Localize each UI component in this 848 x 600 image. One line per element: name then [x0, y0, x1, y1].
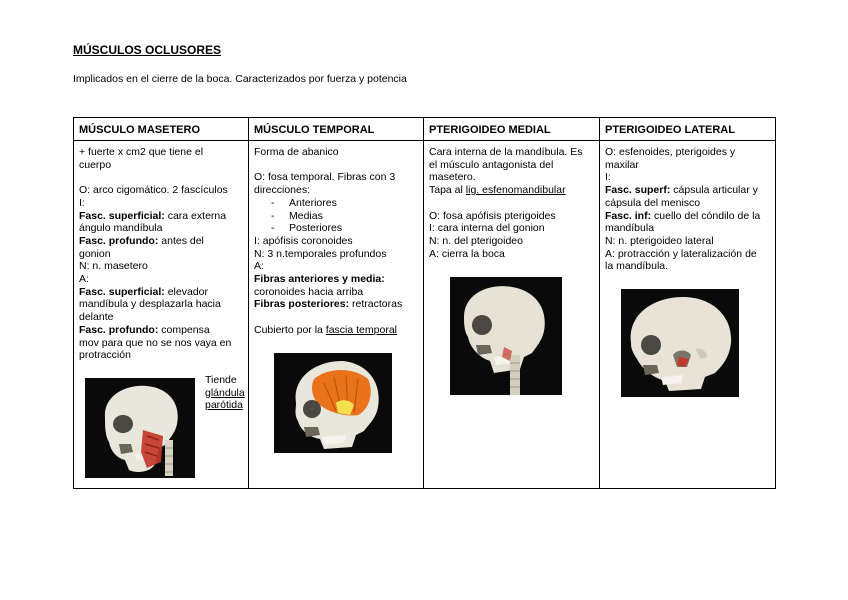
masetero-side-text: parótida — [205, 399, 243, 412]
pmedial-text: masetero. — [429, 171, 476, 184]
plateral-text: la mandíbula. — [605, 260, 669, 273]
label-fasc-superficial: Fasc. superficial: — [79, 209, 165, 222]
header-masetero: MÚSCULO MASETERO — [74, 118, 249, 141]
plateral-insertion: I: — [605, 171, 611, 184]
pmedial-text: el músculo antagonista del — [429, 158, 554, 171]
temporal-dir-text: Medias — [289, 209, 323, 222]
plateral-text: cuello del cóndilo de la — [651, 209, 761, 222]
temporal-dir-text: Posteriores — [289, 222, 343, 235]
label-fasc-profundo: Fasc. profundo: — [79, 234, 159, 247]
masetero-text: gonion — [79, 247, 111, 260]
bullet-dash: - — [271, 209, 275, 222]
header-pterigoideo-lateral: PTERIGOIDEO LATERAL — [600, 118, 776, 141]
temporal-insertion: I: apófisis coronoides — [254, 234, 353, 247]
lig-esfenomandibular-link: lig. esfenomandibular — [465, 184, 566, 197]
temporal-text: coronoides hacia arriba — [254, 285, 364, 298]
plateral-origin: O: esfenoides, pterigoides y — [605, 146, 736, 158]
temporal-nerve: N: 3 n.temporales profundos — [254, 247, 387, 260]
label-fibras-posteriores: Fibras posteriores: — [254, 298, 350, 311]
label-fasc-superficial: Fasc. superficial: — [79, 285, 165, 298]
masetero-text: cara externa — [164, 209, 227, 222]
temporal-text: direcciones: — [254, 184, 311, 197]
temporal-skull-image — [274, 353, 392, 453]
table-content-row — [74, 141, 776, 489]
plateral-action: A: protracción y lateralización de — [605, 247, 757, 260]
masetero-text: protracción — [79, 349, 131, 362]
plateral-nerve: N: n. pterigoideo lateral — [605, 234, 714, 247]
cell-pterigoideo-lateral — [600, 141, 776, 489]
page-title: MÚSCULOS OCLUSORES — [73, 43, 222, 57]
masetero-insertion: I: — [79, 196, 85, 209]
header-temporal: MÚSCULO TEMPORAL — [249, 118, 424, 141]
masetero-text: cuerpo — [79, 158, 112, 171]
temporal-dir-text: Anteriores — [289, 196, 337, 209]
pmedial-action: A: cierra la boca — [429, 247, 505, 260]
muscles-table — [73, 117, 776, 489]
pmedial-origin: O: fosa apófisis pterigoides — [429, 209, 556, 222]
pmedial-nerve: N: n. del pterigoideo — [429, 234, 523, 247]
intro-text: Implicados en el cierre de la boca. Caracterizados por fuerza y potencia — [73, 73, 407, 85]
bullet-dash: - — [271, 196, 275, 209]
label-fasc-profundo: Fasc. profundo: — [79, 323, 159, 336]
masetero-text: ángulo mandíbula — [79, 222, 163, 235]
temporal-dir-item — [254, 222, 418, 235]
masetero-origin: O: arco cigomático. 2 fascículos — [79, 184, 228, 197]
masetero-text: elevador — [164, 285, 208, 298]
masetero-text: + fuerte x cm2 que tiene el — [79, 146, 204, 158]
masetero-side-text: Tiende — [205, 373, 237, 386]
masetero-text: antes del — [158, 234, 204, 247]
temporal-action: A: — [254, 260, 264, 273]
table-header-row — [74, 118, 776, 141]
cell-pterigoideo-medial — [424, 141, 600, 489]
pmedial-text: Cara interna de la mandíbula. Es — [429, 146, 583, 158]
bullet-dash: - — [271, 222, 275, 235]
plateral-text: mandíbula — [605, 222, 655, 235]
cell-masetero — [74, 141, 249, 489]
header-pterigoideo-medial: PTERIGOIDEO MEDIAL — [424, 118, 600, 141]
masetero-action: A: — [79, 273, 89, 286]
masetero-text: delante — [79, 311, 114, 324]
plateral-text: cápsula del menisco — [605, 196, 701, 209]
masetero-text: compensa — [158, 323, 210, 336]
plateral-text: maxilar — [605, 158, 639, 171]
masetero-skull-image — [85, 378, 195, 478]
temporal-text: retractoras — [349, 298, 403, 311]
label-fasc-inf: Fasc. inf: — [605, 209, 652, 222]
masetero-text: mandíbula y desplazarla hacia — [79, 298, 221, 311]
pmedial-insertion: I: cara interna del gonion — [429, 222, 545, 235]
fascia-temporal-link: fascia temporal — [325, 323, 397, 336]
masetero-side-note — [205, 374, 253, 412]
pmedial-skull-image — [450, 277, 562, 395]
temporal-origin: O: fosa temporal. Fibras con 3 — [254, 171, 396, 184]
masetero-side-text: glándula — [205, 386, 245, 399]
temporal-text: Cubierto por la — [254, 323, 326, 336]
plateral-text: cápsula articular y — [670, 184, 758, 197]
temporal-dir-item — [254, 197, 418, 210]
temporal-text: Forma de abanico — [254, 146, 339, 158]
cell-temporal — [249, 141, 424, 489]
temporal-dir-item — [254, 210, 418, 223]
masetero-nerve: N: n. masetero — [79, 260, 148, 273]
pmedial-text: Tapa al — [429, 184, 466, 197]
masetero-text: mov para que no se nos vaya en — [79, 336, 232, 349]
label-fasc-superf: Fasc. superf: — [605, 184, 671, 197]
label-fibras-anteriores: Fibras anteriores y media: — [254, 273, 385, 286]
plateral-skull-image — [621, 289, 739, 397]
